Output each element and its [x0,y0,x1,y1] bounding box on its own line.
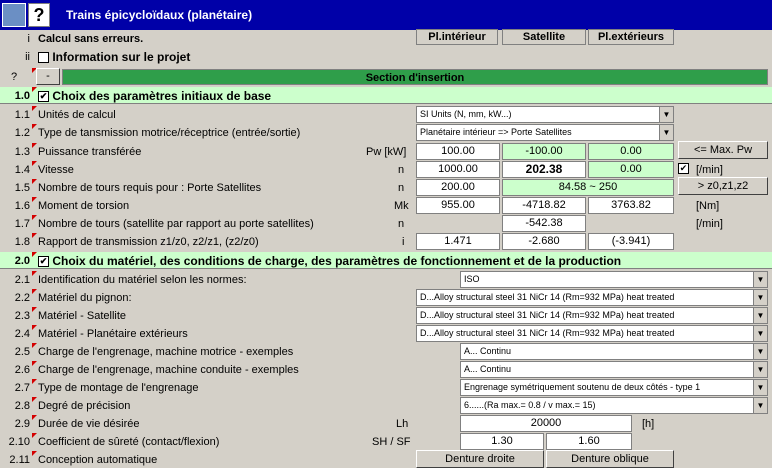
select-value: A... Continu [464,346,512,356]
range-from: 84.58 [558,181,587,193]
row-number: 2.9 [14,418,30,430]
ratio-inner-value: 1.471 [416,233,500,250]
symbol: i [402,236,405,248]
row-number: 2.10 [8,436,30,448]
param-label: Identification du matériel selon les normes: [38,274,247,286]
section-2-title: Choix du matériel, des conditions de charge, des paramètres de fonctionnement et de la production [52,254,622,268]
select-value: 6......(Ra max.= 0.8 / v max.= 15) [464,400,596,410]
chevron-down-icon[interactable]: ▼ [659,107,673,122]
precision-select[interactable] [460,397,768,414]
chevron-down-icon[interactable]: ▼ [753,380,767,395]
row-number: 1.3 [14,146,30,158]
symbol: n [398,164,405,176]
param-label: Matériel - Planétaire extérieurs [38,328,188,340]
symbol: SH / SF [372,436,411,448]
driven-load-select[interactable] [460,361,768,378]
power-outer-value: 0.00 [588,143,674,160]
row-number: i [27,33,30,45]
speed-inner-input[interactable]: 1000.00 [416,161,500,178]
row-number: 1.5 [14,182,30,194]
mounting-type-select[interactable] [460,379,768,396]
unit: [/min] [696,218,723,230]
chevron-down-icon[interactable]: ▼ [753,308,767,323]
row-number: ii [25,51,30,63]
driver-load-select[interactable] [460,343,768,360]
select-value: Engrenage symétriquement soutenu de deux côtés - type 1 [464,382,701,392]
units-select[interactable] [416,106,674,123]
range-to: 250 [598,181,618,193]
symbol: Mk [394,200,409,212]
param-row [0,397,772,415]
param-label: Nombre de tours (satellite par rapport au porte satellites) [38,218,314,230]
teeth-button[interactable]: > z0,z1,z2 [678,177,768,195]
row-number: 2.7 [14,382,30,394]
column-header-satellite: Satellite [502,29,586,45]
chevron-down-icon[interactable]: ▼ [753,398,767,413]
section-1-title: Choix des paramètres initiaux de base [52,89,272,103]
insertion-section-bar[interactable]: Section d'insertion [62,69,768,85]
select-value: D...Alloy structural steel 31 NiCr 14 (Rm=932 MPa) heat treated [420,328,675,338]
param-row [0,451,772,468]
speed-satellite-value: 202.38 [502,161,586,178]
chevron-down-icon[interactable]: ▼ [753,344,767,359]
safety-bending-input[interactable]: 1.60 [546,433,632,450]
param-label: Nombre de tours requis pour : Porte Satellites [38,182,262,194]
section-2-header [0,252,772,269]
row-number: 2.2 [14,292,30,304]
range-separator: ~ [589,181,596,193]
param-row [0,233,772,251]
param-row [0,271,772,289]
outer-material-select[interactable] [416,325,768,342]
param-label: Vitesse [38,164,74,176]
power-inner-input[interactable]: 100.00 [416,143,500,160]
ratio-total-value: (-3.941) [588,233,674,250]
select-value: D...Alloy structural steel 31 NiCr 14 (Rm=932 MPa) heat treated [420,310,675,320]
param-row [0,415,772,433]
satellite-material-select[interactable] [416,307,768,324]
speed-outer-value: 0.00 [588,161,674,178]
window-title: Trains épicycloïdaux (planétaire) [66,8,253,22]
section-number: 2.0 [14,255,30,267]
param-label: Matériel du pignon: [38,292,132,304]
param-row [0,106,772,124]
max-power-button[interactable]: <= Max. Pw [678,141,768,159]
param-row [0,143,772,161]
select-value: A... Continu [464,364,512,374]
param-row [0,124,772,142]
section-1-header [0,87,772,104]
calc-status: Calcul sans erreurs. [38,33,144,45]
select-value: D...Alloy structural steel 31 NiCr 14 (Rm=932 MPa) heat treated [420,292,675,302]
param-label: Conception automatique [38,454,158,466]
torque-outer-value: 3763.82 [588,197,674,214]
param-label: Charge de l'engrenage, machine conduite - exemples [38,364,299,376]
symbol: Lh [396,418,409,430]
relative-speed-value: -542.38 [502,215,586,232]
row-number: 2.1 [14,274,30,286]
torque-inner-value: 955.00 [416,197,500,214]
row-number: 2.4 [14,328,30,340]
chevron-down-icon[interactable]: ▼ [659,125,673,140]
unit: [Nm] [696,200,720,212]
param-label: Rapport de transmission z1/z0, z2/z1, (z2/z0) [38,236,259,248]
ratio-satellite-value: -2.680 [502,233,586,250]
param-label: Durée de vie désirée [38,418,140,430]
pinion-material-select[interactable] [416,289,768,306]
param-row [0,325,772,343]
app-icon[interactable] [2,3,26,27]
row-number: ? [10,71,18,83]
section-1-checkbox[interactable]: ✔ [39,91,48,102]
row-number: 1.4 [14,164,30,176]
select-value: ISO [464,274,480,284]
param-row [0,197,772,215]
row-number: 1.2 [14,127,30,139]
param-label: Unités de calcul [38,109,116,121]
helical-gear-button[interactable]: Denture oblique [546,450,674,468]
symbol: n [398,182,405,194]
column-header-outer: Pl.extérieurs [588,29,674,45]
section-number: 1.0 [14,90,30,102]
power-satellite-value: -100.00 [502,143,586,160]
select-value: SI Units (N, mm, kW...) [420,109,512,119]
param-row [0,215,772,233]
collapse-button[interactable]: - [36,68,60,85]
param-label: Matériel - Satellite [38,310,127,322]
project-info-label: Information sur le projet [52,50,191,64]
param-row [0,433,772,451]
standard-select[interactable] [460,271,768,288]
lifetime-input[interactable]: 20000 [460,415,632,432]
param-row [0,343,772,361]
param-row [0,161,772,179]
help-button[interactable]: ? [28,3,50,27]
param-label: Charge de l'engrenage, machine motrice - exemples [38,346,294,358]
chevron-down-icon[interactable]: ▼ [753,272,767,287]
row-number: 2.8 [14,400,30,412]
column-header-inner: Pl.intérieur [416,29,498,45]
symbol: n [398,218,405,230]
row-number: 1.8 [14,236,30,248]
param-label: Moment de torsion [38,200,130,212]
param-row [0,179,772,197]
param-row [0,379,772,397]
spur-gear-button[interactable]: Denture droite [416,450,544,468]
param-label: Coefficient de sûreté (contact/flexion) [38,436,220,448]
torque-satellite-value: -4718.82 [502,197,586,214]
param-row [0,307,772,325]
symbol: Pw [kW] [366,146,407,158]
unit: [h] [642,418,655,430]
chevron-down-icon[interactable]: ▼ [753,326,767,341]
param-label: Type de montage de l'engrenage [38,382,199,394]
required-speed-input[interactable]: 200.00 [416,179,500,196]
param-label: Type de tansmission motrice/réceptrice (entrée/sortie) [38,127,301,139]
row-number: 1.1 [14,109,30,121]
speed-checkbox[interactable]: ✔ [679,163,688,173]
row-number: 2.6 [14,364,30,376]
param-label: Degré de précision [38,400,131,412]
param-row [0,361,772,379]
row-number: 2.3 [14,310,30,322]
speed-range [502,179,674,196]
row-number: 1.7 [14,218,30,230]
project-info-row [0,48,772,66]
row-number: 2.5 [14,346,30,358]
unit: [/min] [696,164,723,176]
safety-contact-input[interactable]: 1.30 [460,433,544,450]
row-number: 1.6 [14,200,30,212]
param-row [0,289,772,307]
project-info-checkbox[interactable] [38,52,49,63]
chevron-down-icon[interactable]: ▼ [753,362,767,377]
chevron-down-icon[interactable]: ▼ [753,290,767,305]
param-label: Puissance transférée [38,146,142,158]
transmission-type-select[interactable] [416,124,674,141]
row-number: 2.11 [9,454,30,466]
select-value: Planétaire intérieur => Porte Satellites [420,127,572,137]
section-2-checkbox[interactable]: ✔ [39,256,48,267]
